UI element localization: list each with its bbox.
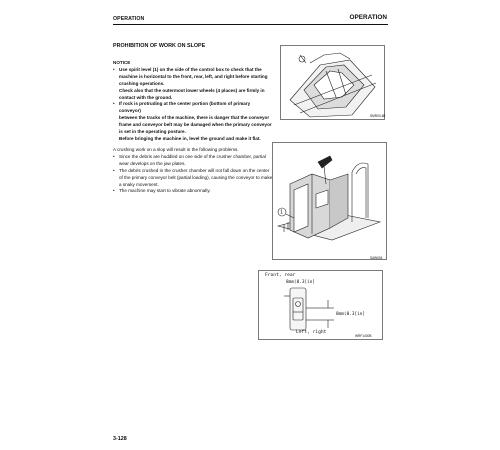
notice-line: between the tracks of the machine, there is danger that the conveyor [119, 115, 270, 121]
control-box-illustration [272, 142, 387, 260]
notice-item [113, 101, 273, 142]
notice-line: is set in the operating posture. [119, 129, 186, 135]
header-rule [113, 24, 388, 25]
notice-line: • If rock is protruding at the center portion (bottom of primary conveyor) [119, 101, 251, 114]
figure-slope [280, 45, 385, 120]
notice-label: NOTICE [113, 60, 131, 65]
notice-line: frame and conveyor belt may be damaged when the primary conveyor [119, 122, 272, 128]
notice-line: contact with the ground. [119, 94, 173, 100]
notice-item [113, 67, 273, 102]
notice-block [113, 60, 273, 143]
spirit-level-front-rear: Front, rear [265, 273, 296, 278]
page-number: 3-128 [113, 436, 127, 442]
header-left: OPERATION [113, 16, 145, 22]
body-list [113, 154, 273, 195]
body-item: • The machine may start to vibrate abnormally. [113, 188, 273, 195]
notice-line: crushing operations. [119, 80, 165, 86]
notice-line: machine is horizontal to the front, rear, left, and right before starting [119, 73, 268, 79]
header-right: OPERATION [349, 14, 387, 21]
spirit-level-code: WRF1430B [355, 334, 372, 338]
figure-control-box-code: SAW004 [370, 256, 383, 260]
section-title: PROHIBITION OF WORK ON SLOPE [113, 43, 206, 49]
body-item: • The debris crushed in the crusher chamber will not fall down on the center of the primary conveyor belt (partial loading), causing the conveyor to make a snaky movement. [113, 168, 273, 189]
body-item: • Since the debris are huddled on one side of the crusher chamber, partial wear develops on the jaw plates. [113, 154, 273, 168]
callout-one: 1 [280, 209, 284, 216]
figure-control-box [272, 142, 387, 260]
slope-illustration [280, 45, 385, 120]
notice-line: Before bringing the machine in, level the ground and make it flat. [119, 135, 261, 141]
spirit-level-left-right: Left, right [296, 330, 327, 335]
body-intro: A crushing work on a slop will result in the following problems. [113, 147, 239, 152]
figure-slope-code: SMR00-88 [370, 114, 386, 118]
spirit-level-value-top: 8mm(0.3[in] [286, 280, 316, 285]
spirit-level-value-right: 8mm(0.3[in] [336, 312, 366, 317]
notice-line: Check also that the outermost lower wheels (4 places) are firmly in [119, 87, 265, 93]
body-block [113, 147, 273, 195]
notice-line: • Use spirit level (1) on the side of the control box to check that the [119, 66, 262, 72]
notice-list [113, 67, 273, 143]
